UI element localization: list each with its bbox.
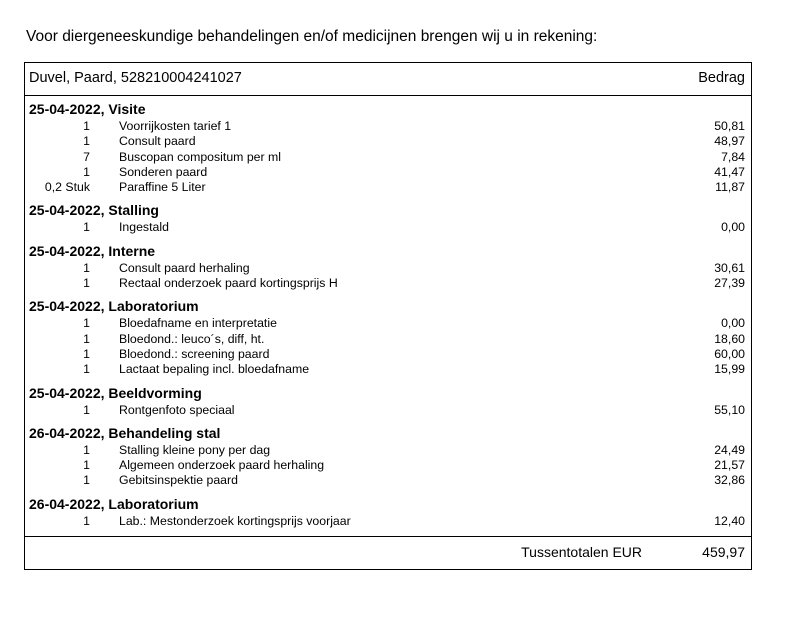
line-item (25, 261, 751, 276)
section-title: 25-04-2022, Laboratorium (29, 298, 199, 315)
section-title: 26-04-2022, Behandeling stal (29, 424, 221, 441)
line-amount: 30,61 (714, 260, 745, 275)
line-item (25, 443, 751, 458)
line-quantity: 1 (83, 402, 90, 417)
line-description: Rontgenfoto speciaal (119, 402, 235, 417)
line-amount: 12,40 (714, 513, 745, 528)
section-title: 25-04-2022, Interne (29, 242, 156, 259)
line-description: Lactaat bepaling incl. bloedafname (119, 362, 310, 377)
line-amount: 32,86 (714, 473, 745, 488)
line-amount: 55,10 (714, 402, 745, 417)
line-item (25, 316, 751, 331)
invoice-footer (25, 536, 751, 569)
line-description: Consult paard (119, 134, 196, 149)
line-description: Stalling kleine pony per dag (119, 442, 271, 457)
line-quantity: 1 (83, 513, 90, 528)
line-quantity: 1 (83, 442, 90, 457)
invoice-sections (25, 100, 751, 535)
line-amount: 11,87 (715, 180, 745, 195)
line-description: Sonderen paard (119, 164, 208, 179)
line-amount: 15,99 (714, 362, 745, 377)
subtotal-label: Tussentotalen EUR (521, 544, 642, 560)
section-title: 25-04-2022, Beeldvorming (29, 384, 202, 401)
line-quantity: 0,2 Stuk (44, 180, 90, 195)
line-item (25, 180, 751, 195)
line-item (25, 276, 751, 291)
line-description: Bloedond.: screening paard (119, 346, 270, 361)
invoice-section (25, 242, 751, 292)
line-quantity: 1 (83, 346, 90, 361)
line-item (25, 514, 751, 529)
line-description: Gebitsinspektie paard (119, 473, 238, 488)
line-quantity: 7 (83, 149, 90, 164)
invoice-section (25, 100, 751, 195)
line-quantity: 1 (83, 260, 90, 275)
line-description: Lab.: Mestonderzoek kortingsprijs voorjaar (119, 513, 351, 528)
invoice-section (25, 297, 751, 377)
line-quantity: 1 (83, 316, 90, 331)
line-quantity: 1 (83, 473, 90, 488)
line-amount: 21,57 (714, 458, 745, 473)
line-amount: 0,00 (721, 316, 745, 331)
line-amount: 0,00 (721, 220, 745, 235)
line-quantity: 1 (83, 134, 90, 149)
line-quantity: 1 (83, 276, 90, 291)
line-quantity: 1 (83, 220, 90, 235)
line-quantity: 1 (83, 164, 90, 179)
line-quantity: 1 (83, 331, 90, 346)
line-item (25, 473, 751, 488)
section-title: 26-04-2022, Laboratorium (29, 495, 199, 512)
section-title: 25-04-2022, Stalling (29, 202, 159, 219)
intro-text: Voor diergeneeskundige behandelingen en/of medicijnen brengen wij u in rekening: (26, 28, 598, 45)
line-amount: 60,00 (714, 346, 745, 361)
line-quantity: 1 (83, 362, 90, 377)
invoice-section (25, 201, 751, 235)
line-description: Rectaal onderzoek paard kortingsprijs H (119, 276, 338, 291)
line-description: Bloedafname en interpretatie (119, 316, 277, 331)
line-quantity: 1 (83, 458, 90, 473)
line-description: Algemeen onderzoek paard herhaling (119, 458, 325, 473)
line-description: Voorrijkosten tarief 1 (119, 119, 232, 133)
line-amount: 41,47 (714, 164, 745, 179)
subtotal-value: 459,97 (702, 544, 745, 560)
invoice-section (25, 424, 751, 489)
line-description: Consult paard herhaling (119, 260, 250, 275)
line-amount: 18,60 (714, 331, 745, 346)
line-item (25, 165, 751, 180)
line-item (25, 332, 751, 347)
invoice-table (24, 62, 752, 570)
line-amount: 27,39 (714, 276, 745, 291)
line-item (25, 134, 751, 149)
line-amount: 50,81 (714, 119, 745, 133)
invoice-section (25, 384, 751, 418)
line-item (25, 403, 751, 418)
line-amount: 24,49 (714, 442, 745, 457)
line-amount: 48,97 (714, 134, 745, 149)
invoice-header (25, 63, 751, 96)
line-description: Paraffine 5 Liter (119, 180, 206, 195)
line-item (25, 150, 751, 165)
line-description: Ingestald (119, 220, 169, 235)
line-item (25, 220, 751, 235)
line-item (25, 362, 751, 377)
line-description: Bloedond.: leuco´s, diff, ht. (119, 331, 265, 346)
line-quantity: 1 (83, 119, 90, 133)
line-item (25, 119, 751, 134)
line-description: Buscopan compositum per ml (119, 149, 281, 164)
line-amount: 7,84 (721, 149, 745, 164)
amount-column-header: Bedrag (698, 70, 745, 86)
patient-line: Duvel, Paard, 528210004241027 (29, 70, 242, 86)
invoice-section (25, 495, 751, 529)
line-item (25, 347, 751, 362)
section-title: 25-04-2022, Visite (29, 101, 146, 117)
line-item (25, 458, 751, 473)
